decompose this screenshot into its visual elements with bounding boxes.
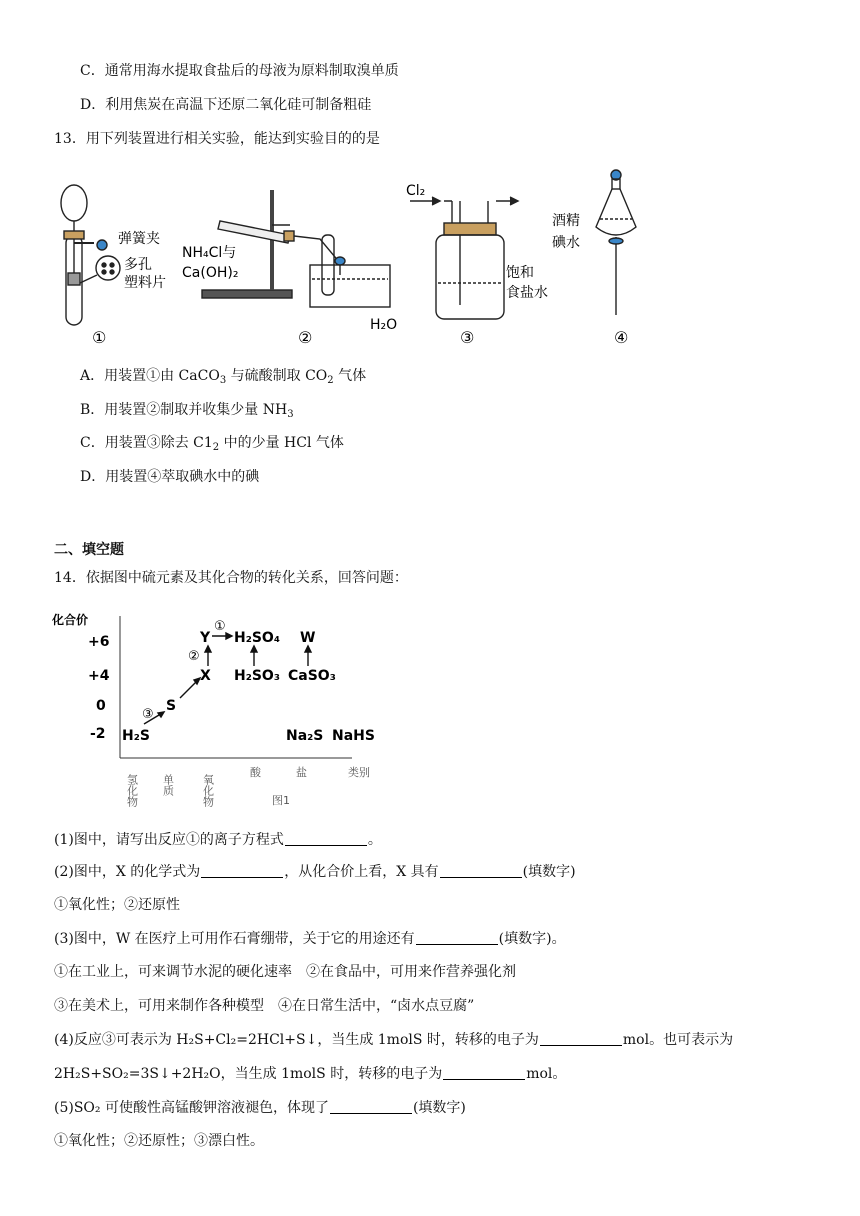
answer-blank[interactable]	[416, 930, 498, 945]
q13-option-a: A．用装置①由 CaCO$_3$ 与硫酸制取 $CO_2$ 气体	[80, 368, 367, 386]
app3-gas-label: Cl₂	[406, 183, 426, 199]
q13-option-d: D．用装置④萃取碘水中的碘	[80, 469, 260, 485]
reaction-3: ③	[142, 707, 154, 722]
species-s: S	[166, 698, 177, 714]
answer-blank[interactable]	[285, 831, 367, 846]
apparatus-3	[410, 197, 518, 319]
q14-part3: (3)图中，W 在医疗上可用作石膏绷带，关于它的用途还有 (填数字)。	[54, 931, 566, 947]
app2-number: ②	[298, 328, 313, 347]
chart-ylabel: 化合价	[52, 613, 89, 627]
app3-number: ③	[460, 328, 475, 347]
q12-option-d: D．利用焦炭在高温下还原二氧化硅可制备粗硅	[80, 97, 372, 113]
app1-plate-label-b: 塑料片	[124, 275, 166, 291]
q14-stem: 14．依据图中硫元素及其化合物的转化关系，回答问题：	[54, 570, 408, 586]
app1-number: ①	[92, 328, 107, 347]
app3-liquid-a: 饱和	[506, 265, 534, 281]
xcat-salt: 盐	[296, 766, 307, 779]
answer-blank[interactable]	[540, 1031, 622, 1046]
xcat-hydride: 氢化物	[125, 774, 139, 807]
xcat-element: 单质	[161, 774, 175, 796]
q13-stem: 13．用下列装置进行相关实验，能达到实验目的的是	[54, 131, 380, 147]
ytick-plus4: +4	[88, 668, 110, 684]
species-caso3: CaSO₃	[288, 668, 336, 684]
species-h2so4: H₂SO₄	[234, 630, 280, 646]
app4-label-b: 碘水	[552, 235, 580, 251]
ytick-0: 0	[96, 698, 106, 714]
species-x: X	[200, 668, 211, 684]
section-title: 二、填空题	[54, 542, 124, 558]
answer-blank[interactable]	[330, 1099, 412, 1114]
sulfur-valence-chart	[52, 608, 392, 813]
app2-reagent-a: NH₄Cl与	[182, 245, 237, 261]
apparatus-4	[596, 170, 636, 315]
species-w: W	[300, 630, 316, 646]
species-na2s: Na₂S	[286, 728, 324, 744]
q13-apparatus-figure	[40, 165, 680, 350]
q14-part5-options: ①氧化性；②还原性；③漂白性。	[54, 1133, 264, 1149]
q13-option-c: C．用装置③除去 $C1_2$ 中的少量 HCl 气体	[80, 435, 344, 453]
q14-part5: (5)SO₂ 可使酸性高锰酸钾溶液褪色，体现了 (填数字)	[54, 1100, 466, 1116]
q12-option-c: C．通常用海水提取食盐后的母液为原料制取溴单质	[80, 63, 399, 79]
apparatus-1	[61, 185, 120, 325]
q14-part1: (1)图中，请写出反应①的离子方程式 。	[54, 832, 382, 848]
chart-caption: 图1	[272, 794, 290, 807]
q14-part4-cont: 2H₂S+SO₂=3S↓+2H₂O，当生成 1molS 时，转移的电子为 mol。	[54, 1066, 567, 1082]
species-h2so3: H₂SO₃	[234, 668, 280, 684]
q14-part4: (4)反应③可表示为 H₂S+Cl₂=2HCl+S↓，当生成 1molS 时，转移的电子为 mol。也可表示为	[54, 1032, 734, 1048]
species-nahs: NaHS	[332, 728, 375, 744]
answer-blank[interactable]	[440, 863, 522, 878]
reaction-1: ①	[214, 619, 226, 634]
ytick-minus2: -2	[90, 726, 106, 742]
app1-plate-label-a: 多孔	[124, 257, 152, 273]
q14-part2-options: ①氧化性；②还原性	[54, 897, 180, 913]
app4-label-a: 酒精	[552, 213, 580, 229]
app2-reagent-b: Ca(OH)₂	[182, 265, 239, 281]
species-h2s: H₂S	[122, 728, 150, 744]
q13-option-b: B．用装置②制取并收集少量 $NH_3$	[80, 402, 294, 420]
app3-liquid-b: 食盐水	[506, 285, 548, 301]
q14-part2: (2)图中，X 的化学式为 ，从化合价上看，X 具有 (填数字)	[54, 864, 576, 880]
xcat-oxide: 氧化物	[201, 774, 215, 807]
q14-part3-options-2: ③在美术上，可用来制作各种模型 ④在日常生活中，“卤水点豆腐”	[54, 998, 475, 1014]
answer-blank[interactable]	[201, 863, 283, 878]
chart-xlabel: 类别	[348, 766, 370, 779]
app4-number: ④	[614, 328, 629, 347]
app2-water-label: H₂O	[370, 317, 398, 333]
answer-blank[interactable]	[443, 1065, 525, 1080]
q14-part3-options-1: ①在工业上，可来调节水泥的硬化速率 ②在食品中，可用来作营养强化剂	[54, 964, 516, 980]
reaction-2: ②	[188, 649, 200, 664]
species-y: Y	[200, 630, 211, 646]
xcat-acid: 酸	[250, 766, 261, 779]
ytick-plus6: +6	[88, 634, 110, 650]
app1-clip-label: 弹簧夹	[118, 231, 160, 247]
